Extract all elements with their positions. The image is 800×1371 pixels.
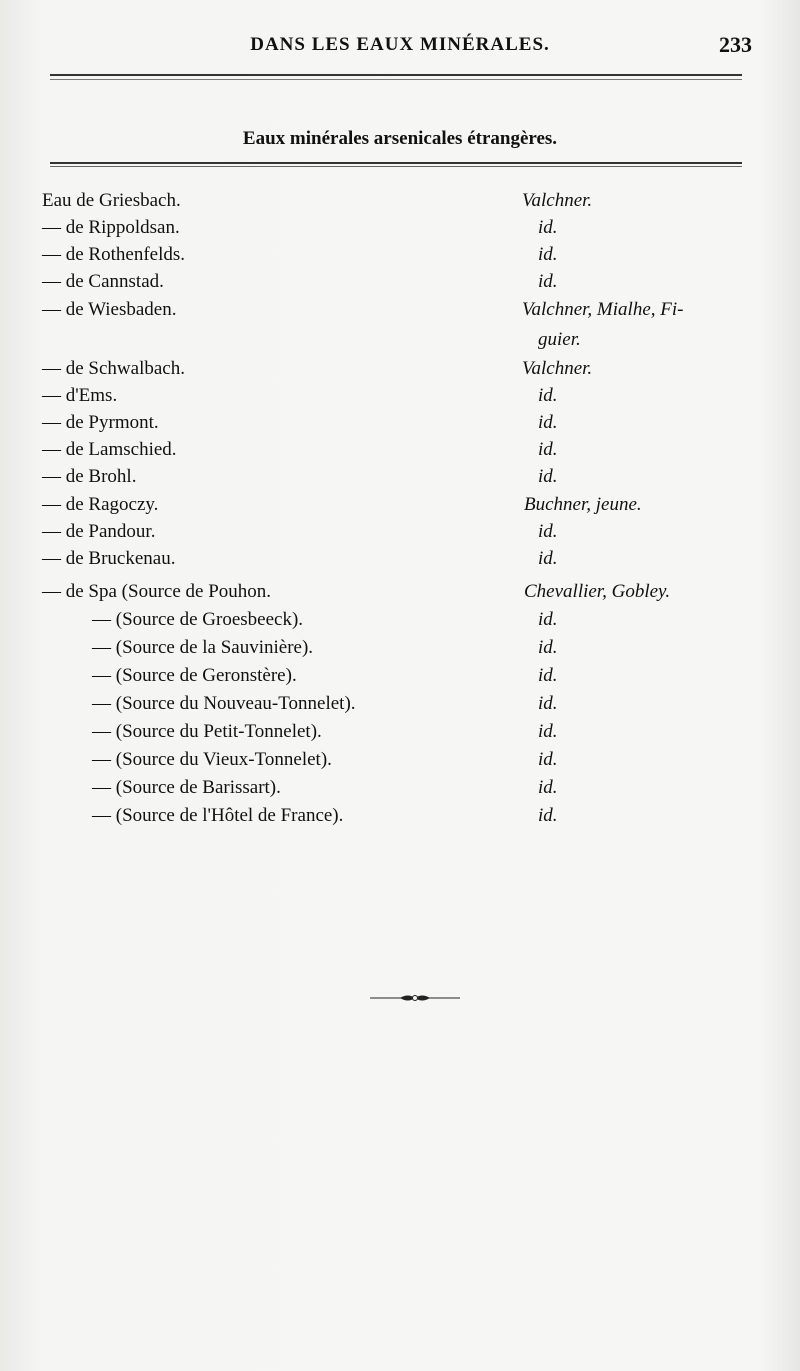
list-item [42,299,762,325]
section-title: Eaux minérales arsenicales étrangères. [242,128,558,149]
list-item [42,329,762,355]
header-rule [50,74,742,80]
list-item [42,494,762,520]
entry-name: Eau de Griesbach. [42,190,181,211]
entry-name: — (Source de la Sauvinière). [92,637,314,658]
list-item [42,581,762,607]
entry-name: — de Cannstad. [42,271,164,292]
entry-name: — de Schwalbach. [42,358,185,379]
entry-name: — de Spa (Source de Pouhon. [42,581,272,602]
entry-name: — de Lamschied. [42,439,177,460]
entry-author: id. [538,777,558,798]
entry-name: — (Source du Nouveau-Tonnelet). [92,693,356,714]
entry-name: — de Ragoczy. [42,494,159,515]
list-item [42,609,762,635]
entry-author: id. [538,412,558,433]
entry-author: id. [538,217,558,238]
list-item [42,805,762,831]
entry-author: id. [538,637,558,658]
entry-author: id. [538,244,558,265]
section-rule [50,162,742,167]
list-item [42,358,762,384]
list-item [42,721,762,747]
list-item [42,217,762,243]
entry-author: id. [538,439,558,460]
entry-name: — de Bruckenau. [42,548,176,569]
list-item [42,693,762,719]
entry-author: Valchner. [522,358,593,379]
list-item [42,777,762,803]
entry-name: — (Source du Petit-Tonnelet). [92,721,322,742]
entry-author: id. [538,466,558,487]
list-item [42,385,762,411]
entry-author: id. [538,385,558,406]
entry-name: — de Pyrmont. [42,412,159,433]
entry-name: — (Source de l'Hôtel de France). [92,805,344,826]
entry-author: id. [538,693,558,714]
entry-author: Buchner, jeune. [524,494,642,515]
entry-name: — de Rothenfelds. [42,244,186,265]
list-item [42,466,762,492]
page-header [40,34,760,64]
entry-author: id. [538,548,558,569]
entry-author: id. [538,521,558,542]
entry-author: id. [538,665,558,686]
list-item [42,439,762,465]
list-item [42,521,762,547]
entry-author: id. [538,721,558,742]
entry-name: — de Wiesbaden. [42,299,177,320]
list-item [42,190,762,216]
entry-author: id. [538,271,558,292]
entry-name: — d'Ems. [42,385,118,406]
entry-author: Chevallier, Gobley. [524,581,671,602]
entry-author: Valchner, Mialhe, Fi- [522,299,684,320]
list-item [42,548,762,574]
entry-name: — de Rippoldsan. [42,217,180,238]
entry-name: — (Source de Barissart). [92,777,281,798]
list-item [42,244,762,270]
entry-author: id. [538,805,558,826]
entry-name: — (Source de Geronstère). [92,665,297,686]
page-number: 233 [719,32,752,57]
entry-name: — de Brohl. [42,466,137,487]
list-item [42,637,762,663]
running-head: DANS LES EAUX MINÉRALES. [250,34,550,55]
entry-name: — (Source du Vieux-Tonnelet). [92,749,332,770]
entry-author: guier. [538,329,581,350]
entry-author: id. [538,609,558,630]
list-item [42,271,762,297]
ornament-divider-icon [370,992,460,1004]
list-item [42,749,762,775]
list-item [42,412,762,438]
show-through-texture [60,1010,750,1350]
entry-author: id. [538,749,558,770]
entry-name: — (Source de Groesbeeck). [92,609,304,630]
list-item [42,665,762,691]
entry-author: Valchner. [522,190,593,211]
entry-name: — de Pandour. [42,521,156,542]
